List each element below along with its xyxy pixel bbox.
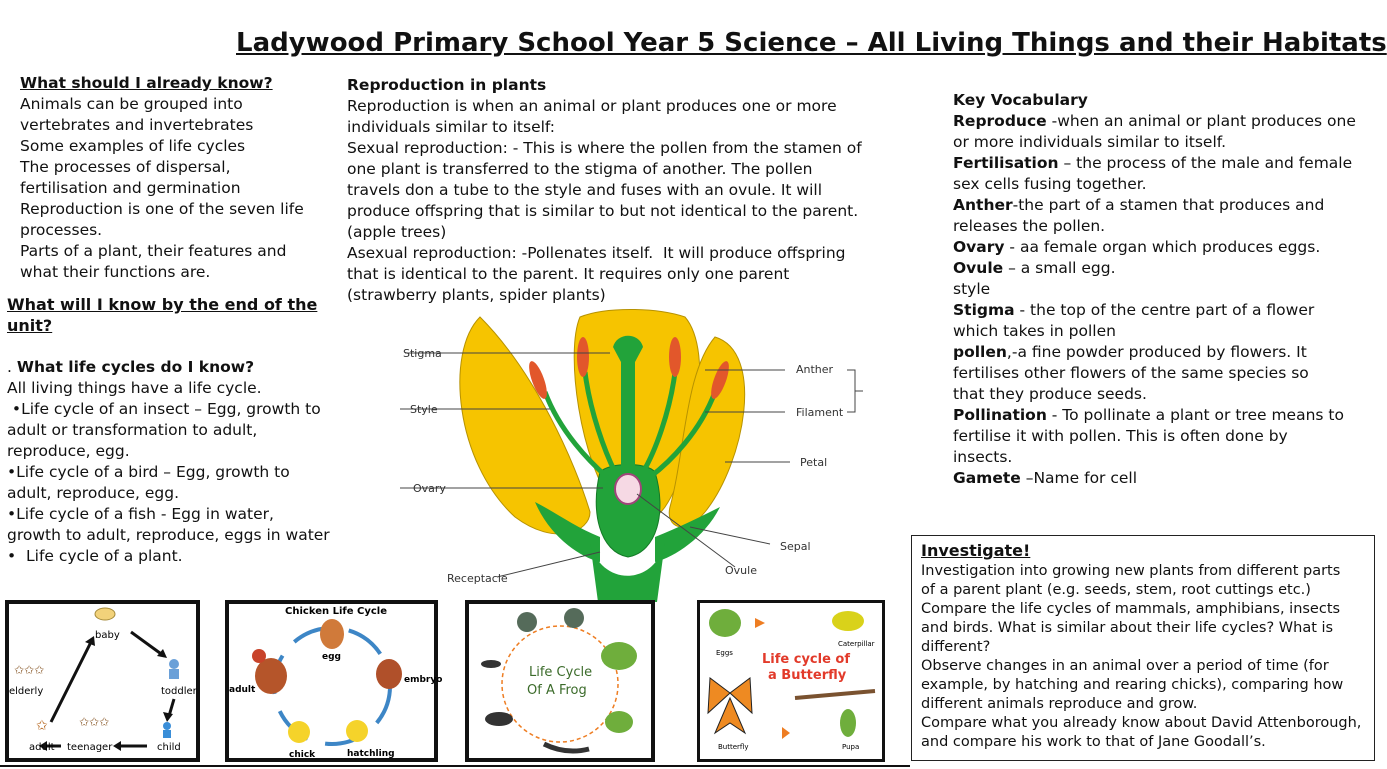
vocab-definition-cont: releases the pollen. bbox=[953, 217, 1106, 235]
svg-text:✩✩✩: ✩✩✩ bbox=[79, 715, 110, 729]
life-cycles-prefix: . bbox=[7, 358, 12, 376]
vocab-definition-cont: that they produce seeds. bbox=[953, 385, 1147, 403]
investigate-line: Observe changes in an animal over a period of time (for bbox=[921, 658, 1329, 674]
reproduction-line: one plant is transferred to the stigma of another. The pollen bbox=[347, 160, 813, 178]
frog-life-cycle-panel bbox=[465, 600, 655, 762]
butterfly-life-cycle-panel bbox=[697, 600, 885, 762]
svg-text:✩: ✩ bbox=[36, 718, 48, 734]
vocab-definition-cont: insects. bbox=[953, 448, 1013, 466]
butterfly-title-line1: Life cycle of bbox=[762, 652, 851, 667]
vocab-term: Reproduce bbox=[953, 112, 1047, 130]
bottom-divider bbox=[0, 765, 910, 767]
already-know-line: Some examples of life cycles bbox=[20, 137, 246, 155]
already-know-line: vertebrates and invertebrates bbox=[20, 116, 254, 134]
reproduction-section bbox=[347, 75, 907, 306]
chicken-cycle-title: Chicken Life Cycle bbox=[285, 606, 387, 617]
butterfly-label-butterfly: Butterfly bbox=[718, 743, 749, 751]
key-vocabulary-section bbox=[953, 90, 1378, 489]
investigate-line: Compare what you already know about David Attenborough, bbox=[921, 715, 1362, 731]
investigate-line: of a parent plant (e.g. seeds, stem, root cuttings etc.) bbox=[921, 582, 1311, 598]
label-petal: Petal bbox=[800, 456, 828, 469]
reproduction-line: travels don a tube to the style and fuses with an ovule. It will bbox=[347, 181, 823, 199]
chicken-life-cycle-panel bbox=[225, 600, 443, 762]
investigate-line: and compare his work to that of Jane Goodall’s. bbox=[921, 734, 1266, 750]
human-label-toddler: toddler bbox=[161, 686, 197, 697]
already-know-line: Animals can be grouped into bbox=[20, 95, 243, 113]
life-cycles-line: reproduce, egg. bbox=[7, 442, 130, 460]
flower-diagram bbox=[385, 312, 890, 602]
vocab-definition: ,-a fine powder produced by flowers. It bbox=[1006, 343, 1307, 361]
label-ovule: Ovule bbox=[725, 564, 757, 577]
style-stalk bbox=[621, 357, 635, 472]
vocab-term: Ovary bbox=[953, 238, 1005, 256]
key-vocabulary-heading: Key Vocabulary bbox=[953, 91, 1088, 109]
life-cycles-line: •Life cycle of an insect – Egg, growth to bbox=[7, 400, 321, 418]
vocab-definition-cont: or more individuals similar to itself. bbox=[953, 133, 1227, 151]
vocab-term: pollen bbox=[953, 343, 1007, 361]
chicken-label-hatchling: hatchling bbox=[347, 749, 395, 759]
vocab-definition: - aa female organ which produces eggs. bbox=[1004, 238, 1321, 256]
frog-title-line2: Of A Frog bbox=[527, 683, 587, 698]
already-know-line: fertilisation and germination bbox=[20, 179, 241, 197]
investigate-line: Investigation into growing new plants from different parts bbox=[921, 563, 1341, 579]
reproduction-line: Asexual reproduction: -Pollenates itself. It will produce offspring bbox=[347, 244, 846, 262]
label-receptacle: Receptacle bbox=[447, 572, 508, 585]
butterfly-title-line2: a Butterfly bbox=[768, 668, 847, 683]
vocab-definition-cont: which takes in pollen bbox=[953, 322, 1116, 340]
label-stigma: Stigma bbox=[403, 347, 442, 360]
vocab-definition: - the top of the centre part of a flower bbox=[1014, 301, 1315, 319]
svg-text:✩✩✩: ✩✩✩ bbox=[14, 663, 45, 677]
label-sepal: Sepal bbox=[780, 540, 811, 553]
already-know-line: what their functions are. bbox=[20, 263, 211, 281]
vocab-term: Pollination bbox=[953, 406, 1047, 424]
reproduction-line: individuals similar to itself: bbox=[347, 118, 556, 136]
reproduction-line: (strawberry plants, spider plants) bbox=[347, 286, 606, 304]
human-label-adult: adult bbox=[29, 742, 55, 753]
reproduction-line: Sexual reproduction: - This is where the pollen from the stamen of bbox=[347, 139, 862, 157]
butterfly-label-pupa: Pupa bbox=[842, 743, 860, 751]
petal-left bbox=[460, 317, 590, 534]
vocab-definition-cont: fertilises other flowers of the same species so bbox=[953, 364, 1309, 382]
end-of-unit-section bbox=[7, 294, 342, 336]
already-know-heading: What should I already know? bbox=[20, 74, 273, 92]
investigate-line: different? bbox=[921, 639, 991, 655]
investigate-line: Compare the life cycles of mammals, amphibians, insects bbox=[921, 601, 1341, 617]
already-know-line: processes. bbox=[20, 221, 103, 239]
human-label-baby: baby bbox=[95, 630, 120, 641]
reproduction-line: (apple trees) bbox=[347, 223, 447, 241]
life-cycles-line: adult, reproduce, egg. bbox=[7, 484, 180, 502]
page-title: Ladywood Primary School Year 5 Science – All Living Things and their Habitats bbox=[236, 28, 1387, 58]
anther bbox=[669, 337, 681, 377]
reproduction-heading: Reproduction in plants bbox=[347, 76, 547, 94]
life-cycles-heading: What life cycles do I know? bbox=[16, 358, 255, 376]
chicken-label-embryo: embryo bbox=[404, 675, 443, 685]
vocab-term: Fertilisation bbox=[953, 154, 1059, 172]
frog-title-line1: Life Cycle bbox=[529, 665, 593, 680]
vocab-definition: -when an animal or plant produces one bbox=[1046, 112, 1356, 130]
already-know-section bbox=[20, 73, 340, 283]
reproduction-line: Reproduction is when an animal or plant produces one or more bbox=[347, 97, 837, 115]
human-life-cycle-panel bbox=[5, 600, 200, 762]
label-anther: Anther bbox=[796, 363, 834, 376]
life-cycles-line: •Life cycle of a bird – Egg, growth to bbox=[7, 463, 290, 481]
already-know-line: The processes of dispersal, bbox=[20, 158, 231, 176]
butterfly-label-caterpillar: Caterpillar bbox=[838, 640, 875, 648]
human-label-child: child bbox=[157, 742, 181, 753]
life-cycles-line: •Life cycle of a fish - Egg in water, bbox=[7, 505, 274, 523]
vocab-term: Stigma bbox=[953, 301, 1015, 319]
vocab-term: Gamete bbox=[953, 469, 1021, 487]
vocab-definition: – the process of the male and female bbox=[1058, 154, 1353, 172]
human-label-elderly: elderly bbox=[9, 686, 44, 697]
investigate-heading-first: In bbox=[921, 541, 939, 560]
vocab-definition: – a small egg. bbox=[1003, 259, 1116, 277]
vocab-definition: - To pollinate a plant or tree means to bbox=[1046, 406, 1344, 424]
reproduction-line: produce offspring that is similar to but not identical to the parent. bbox=[347, 202, 859, 220]
reproduction-line: that is identical to the parent. It requires only one parent bbox=[347, 265, 790, 283]
vocab-definition: –Name for cell bbox=[1020, 469, 1138, 487]
investigate-heading-rest: vestigate! bbox=[938, 541, 1031, 560]
vocab-definition: -the part of a stamen that produces and bbox=[1012, 196, 1325, 214]
butterfly-label-eggs: Eggs bbox=[716, 649, 733, 657]
ovule bbox=[615, 474, 641, 504]
end-of-unit-heading: What will I know by the end of the unit? bbox=[7, 295, 318, 335]
vocab-definition-cont: fertilise it with pollen. This is often done by bbox=[953, 427, 1288, 445]
label-style: Style bbox=[410, 403, 438, 416]
anther bbox=[577, 337, 589, 377]
investigate-box bbox=[911, 535, 1375, 761]
already-know-line: Parts of a plant, their features and bbox=[20, 242, 287, 260]
label-filament: Filament bbox=[796, 406, 844, 419]
human-label-teenager: teenager bbox=[67, 742, 113, 753]
vocab-definition-cont: style bbox=[953, 280, 991, 298]
chicken-label-adult: adult bbox=[229, 685, 256, 695]
life-cycles-line: All living things have a life cycle. bbox=[7, 379, 262, 397]
life-cycles-line: adult or transformation to adult, bbox=[7, 421, 258, 439]
life-cycles-section bbox=[7, 357, 352, 567]
investigate-line: and birds. What is similar about their life cycles? What is bbox=[921, 620, 1334, 636]
vocab-definition-cont: sex cells fusing together. bbox=[953, 175, 1147, 193]
life-cycles-line: • Life cycle of a plant. bbox=[7, 547, 183, 565]
vocab-term: Anther bbox=[953, 196, 1013, 214]
investigate-line: example, by hatching and rearing chicks), comparing how bbox=[921, 677, 1344, 693]
vocab-term: Ovule bbox=[953, 259, 1004, 277]
chicken-label-egg: egg bbox=[322, 652, 341, 662]
investigate-line: different animals reproduce and grow. bbox=[921, 696, 1198, 712]
life-cycles-line: growth to adult, reproduce, eggs in water bbox=[7, 526, 330, 544]
chicken-label-chick: chick bbox=[289, 750, 316, 760]
already-know-line: Reproduction is one of the seven life bbox=[20, 200, 304, 218]
label-ovary: Ovary bbox=[413, 482, 446, 495]
